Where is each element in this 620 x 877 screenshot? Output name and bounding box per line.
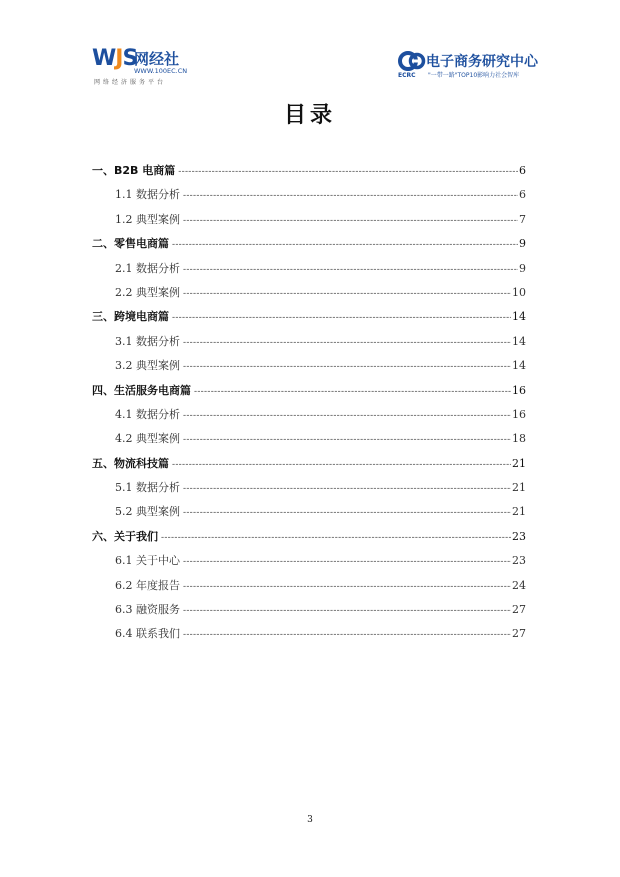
- page-title: 目录: [283, 103, 336, 128]
- toc-entry-page: 14: [512, 310, 526, 324]
- wjs-logo-mark: WJS: [92, 46, 138, 71]
- toc-entry-page: 27: [512, 627, 526, 641]
- toc-entry-page: 14: [512, 334, 526, 348]
- toc-entry-label: 5.2 典型案例: [115, 505, 180, 519]
- toc-leader-dots: [183, 411, 511, 421]
- toc-entry-page: 18: [512, 432, 526, 446]
- toc-entry-label: 4.1 数据分析: [115, 407, 180, 421]
- toc-subsection-entry[interactable]: [92, 577, 526, 601]
- toc-subsection-entry[interactable]: [92, 284, 526, 308]
- toc-entry-label: 2.2 典型案例: [115, 285, 180, 299]
- toc-subsection-entry[interactable]: [92, 333, 526, 357]
- toc-entry-label: 1.2 典型案例: [115, 212, 180, 226]
- toc-leader-dots: [183, 362, 511, 372]
- toc-subsection-entry[interactable]: [92, 357, 526, 381]
- toc-leader-dots: [183, 216, 518, 226]
- toc-entry-label: 六、关于我们: [92, 529, 158, 543]
- toc-entry-label: 3.2 典型案例: [115, 359, 180, 373]
- ecrc-logo-tagline: "一带一路"TOP10影响力社会智库: [428, 72, 520, 79]
- toc-entry-page: 21: [512, 505, 526, 519]
- toc-entry-label: 4.2 典型案例: [115, 432, 180, 446]
- toc-entry-label: 5.1 数据分析: [115, 481, 180, 495]
- toc-entry-label: 五、物流科技篇: [92, 456, 169, 470]
- toc-leader-dots: [183, 289, 511, 299]
- toc-leader-dots: [183, 435, 511, 445]
- toc-subsection-entry[interactable]: [92, 479, 526, 503]
- toc-section-entry[interactable]: [92, 382, 526, 406]
- toc-subsection-entry[interactable]: [92, 406, 526, 430]
- toc-entry-label: 1.1 数据分析: [115, 188, 180, 202]
- toc-leader-dots: [183, 508, 511, 518]
- toc-leader-dots: [172, 240, 518, 250]
- toc-entry-label: 二、零售电商篇: [92, 237, 169, 251]
- toc-leader-dots: [183, 557, 511, 567]
- toc-entry-page: 9: [519, 237, 526, 251]
- toc-leader-dots: [161, 533, 511, 543]
- toc-entry-label: 2.1 数据分析: [115, 261, 180, 275]
- toc-entry-label: 6.1 关于中心: [115, 554, 180, 568]
- toc-entry-page: 27: [512, 603, 526, 617]
- toc-entry-label: 三、跨境电商篇: [92, 310, 169, 324]
- toc-leader-dots: [194, 387, 511, 397]
- toc-leader-dots: [172, 313, 511, 323]
- toc-leader-dots: [183, 265, 518, 275]
- toc-section-entry[interactable]: [92, 455, 526, 479]
- toc-subsection-entry[interactable]: [92, 186, 526, 210]
- wjs-logo: [92, 46, 192, 86]
- ecrc-logo: [398, 50, 538, 82]
- toc-entry-page: 16: [512, 383, 526, 397]
- toc-leader-dots: [183, 582, 511, 592]
- toc-section-entry[interactable]: [92, 528, 526, 552]
- toc-section-entry[interactable]: [92, 308, 526, 332]
- wjs-logo-name: 网经社: [134, 50, 180, 68]
- toc-leader-dots: [172, 460, 511, 470]
- toc-entry-page: 21: [512, 456, 526, 470]
- toc-leader-dots: [183, 338, 511, 348]
- toc-entry-label: 6.4 联系我们: [115, 627, 180, 641]
- toc-section-entry[interactable]: [92, 162, 526, 186]
- toc-entry-page: 21: [512, 481, 526, 495]
- toc-leader-dots: [183, 606, 511, 616]
- toc-entry-page: 14: [512, 359, 526, 373]
- toc-entry-page: 24: [512, 578, 526, 592]
- toc-entry-page: 7: [519, 212, 526, 226]
- toc-entry-label: 一、B2B 电商篇: [92, 164, 176, 177]
- toc-entry-label: 3.1 数据分析: [115, 334, 180, 348]
- ecrc-logo-name: 电子商务研究中心: [426, 54, 538, 70]
- toc-subsection-entry[interactable]: [92, 211, 526, 235]
- toc-subsection-entry[interactable]: [92, 430, 526, 454]
- toc-entry-label: 6.3 融资服务: [115, 603, 180, 617]
- toc-entry-page: 23: [512, 529, 526, 543]
- toc-entry-page: 10: [512, 285, 526, 299]
- wjs-logo-subtitle: 网络经济服务平台: [94, 79, 167, 86]
- toc-entry-page: 6: [519, 164, 526, 177]
- toc-subsection-entry[interactable]: [92, 260, 526, 284]
- wjs-logo-url: WWW.100EC.CN: [134, 67, 188, 75]
- toc-entry-label: 6.2 年度报告: [115, 578, 180, 592]
- ecrc-logo-abbr: ECRC: [398, 72, 416, 79]
- toc-subsection-entry[interactable]: [92, 625, 526, 649]
- table-of-contents: [92, 162, 526, 650]
- toc-leader-dots: [183, 630, 511, 640]
- toc-entry-page: 23: [512, 554, 526, 568]
- toc-subsection-entry[interactable]: [92, 503, 526, 527]
- toc-entry-page: 9: [519, 261, 526, 275]
- toc-leader-dots: [178, 167, 518, 177]
- toc-subsection-entry[interactable]: [92, 601, 526, 625]
- toc-section-entry[interactable]: [92, 235, 526, 259]
- toc-entry-page: 16: [512, 407, 526, 421]
- toc-leader-dots: [183, 191, 518, 201]
- toc-subsection-entry[interactable]: [92, 552, 526, 576]
- ecrc-logo-mark-icon: [398, 50, 426, 74]
- toc-entry-label: 四、生活服务电商篇: [92, 383, 191, 397]
- toc-entry-page: 6: [519, 188, 526, 202]
- page-number: 3: [307, 815, 313, 825]
- toc-leader-dots: [183, 484, 511, 494]
